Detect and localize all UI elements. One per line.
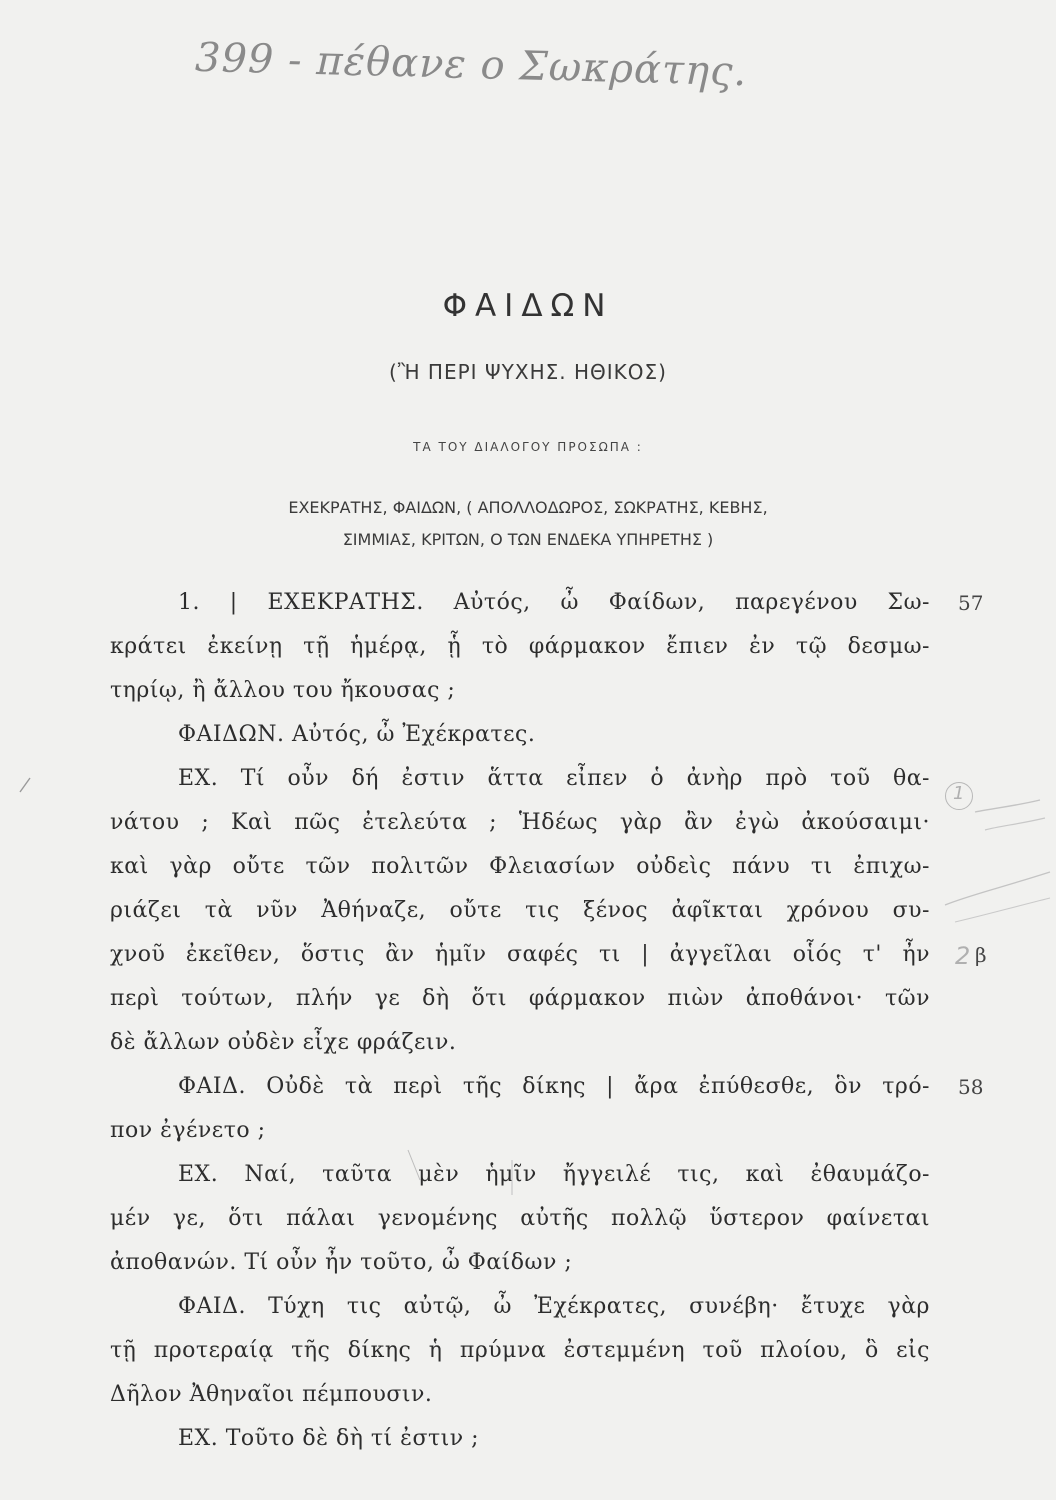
text-line: περὶ τούτων, πλήν γε δὴ ὅτι φάρμακον πιὼν ἀποθάνοι· τῶν	[110, 986, 930, 1011]
margin-number: β	[975, 943, 987, 967]
text-line: τῇ προτεραίᾳ τῆς δίκης ἡ πρύμνα ἐστεμμένη τοῦ πλοίου, ὃ εἰς	[110, 1338, 930, 1363]
text-line: νάτου ; Καὶ πῶς ἐτελεύτα ; Ἡδέως γὰρ ἂν ἐγὼ ἀκούσαιμι·	[110, 810, 930, 835]
text-line: ἀποθανών. Τί οὖν ἦν τοῦτο, ὦ Φαίδων ;	[110, 1250, 573, 1275]
text-line: χνοῦ ἐκεῖθεν, ὅστις ἂν ἡμῖν σαφές τι | ἀγγεῖλαι οἷός τ' ἦν	[110, 942, 930, 967]
page-title: ΦΑΙΔΩΝ	[442, 288, 614, 324]
text-line: τηρίῳ, ἢ ἄλλου του ἤκουσας ;	[110, 678, 456, 703]
text-line: ΕΧ. Τί οὖν δή ἐστιν ἅττα εἶπεν ὁ ἀνὴρ πρὸ τοῦ θα-	[178, 766, 930, 791]
text-line: πον ἐγένετο ;	[110, 1118, 266, 1143]
pencil-mark: 1	[953, 783, 965, 804]
text-line: Δῆλον Ἀθηναῖοι πέμπουσιν.	[110, 1382, 433, 1407]
text-line: ΕΧ. Ναί, ταῦτα μὲν ἡμῖν ἤγγειλέ τις, καὶ ἐθαυμάζο-	[178, 1162, 930, 1187]
text-line: 1. | ΕΧΕΚΡΑΤΗΣ. Αὐτός, ὦ Φαίδων, παρεγένου Σω-	[178, 590, 930, 615]
text-line: καὶ γὰρ οὔτε τῶν πολιτῶν Φλειασίων οὐδεὶς πάνυ τι ἐπιχω-	[110, 854, 930, 879]
persons-line: ΣΙΜΜΙΑΣ, ΚΡΙΤΩΝ, Ο ΤΩΝ ΕΝΔΕΚΑ ΥΠΗΡΕΤΗΣ )	[342, 530, 714, 549]
handwritten-note: 399 - πέθανε ο Σωκράτης.	[194, 34, 748, 96]
persons-heading: ΤΑ ΤΟΥ ΔΙΑΛΟΓΟΥ ΠΡΟΣΩΠΑ :	[413, 440, 643, 454]
text-line: μέν γε, ὅτι πάλαι γενομένης αὐτῆς πολλῷ ὕστερον φαίνεται	[110, 1206, 930, 1231]
pencil-mark: 2	[955, 942, 971, 970]
text-line: ΕΧ. Τοῦτο δὲ δὴ τί ἐστιν ;	[178, 1426, 480, 1451]
margin-number: 58	[958, 1075, 984, 1099]
persons-line: ΕΧΕΚΡΑΤΗΣ, ΦΑΙΔΩΝ, ( ΑΠΟΛΛΟΔΩΡΟΣ, ΣΩΚΡΑΤΗΣ, ΚΕΒΗΣ,	[288, 498, 768, 517]
text-line: ριάζει τὰ νῦν Ἀθήναζε, οὔτε τις ξένος ἀφῖκται χρόνου συ-	[110, 898, 930, 923]
subtitle: (Ἢ ΠΕΡΙ ΨΥΧΗΣ. ΗΘΙΚΟΣ)	[389, 360, 667, 384]
text-line: κράτει ἐκείνῃ τῇ ἡμέρᾳ, ᾗ τὸ φάρμακον ἔπιεν ἐν τῷ δεσμω-	[110, 634, 930, 659]
text-line: ΦΑΙΔΩΝ. Αὐτός, ὦ Ἐχέκρατες.	[178, 722, 536, 747]
text-line: ΦΑΙΔ. Οὐδὲ τὰ περὶ τῆς δίκης | ἄρα ἐπύθεσθε, ὃν τρό-	[178, 1074, 930, 1099]
text-line: ΦΑΙΔ. Τύχη τις αὐτῷ, ὦ Ἐχέκρατες, συνέβη· ἔτυχε γὰρ	[178, 1294, 930, 1319]
margin-number: 57	[958, 591, 984, 615]
text-line: δὲ ἄλλων οὐδὲν εἶχε φράζειν.	[110, 1030, 457, 1055]
